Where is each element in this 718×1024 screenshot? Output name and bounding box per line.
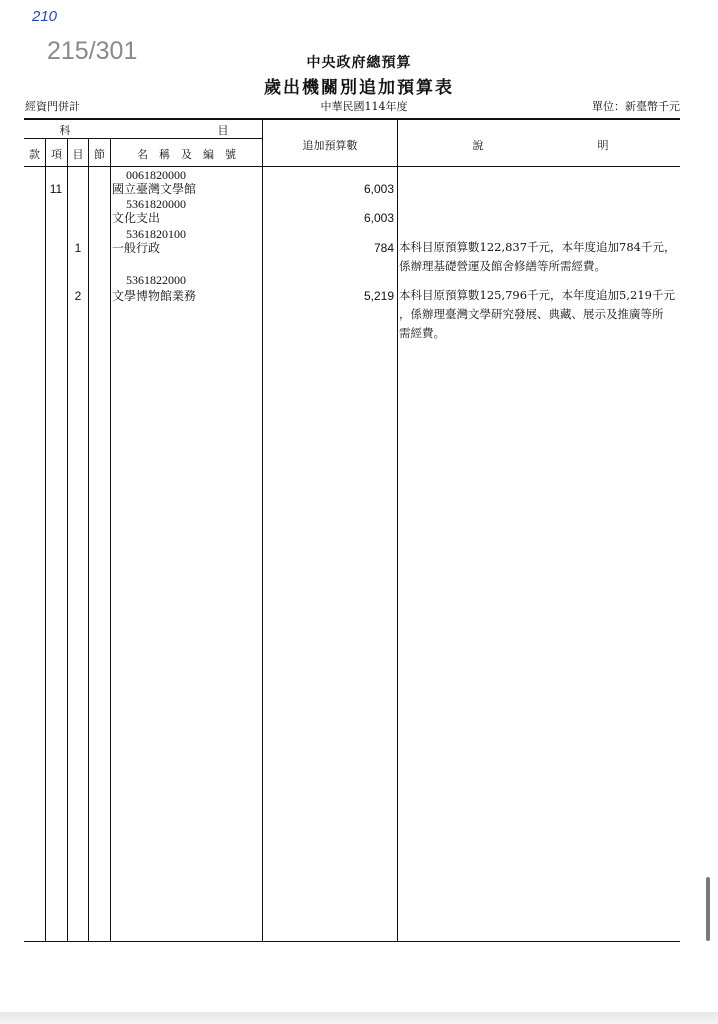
header-name: 名 稱 及 編 號 <box>137 148 236 161</box>
table-bottom-border <box>24 941 680 942</box>
budget-code: 0061820000 <box>126 168 186 182</box>
column-divider-name <box>262 119 263 942</box>
header-description-right: 明 <box>597 139 609 152</box>
mu-number: 1 <box>74 241 82 255</box>
column-divider-amount <box>397 119 398 942</box>
column-divider-xiang <box>67 138 68 942</box>
header-xiang: 項 <box>51 148 62 161</box>
description-line: 本科目原預算數125,796千元，本年度追加5,219千元 <box>399 288 675 302</box>
amount-value: 784 <box>373 241 394 255</box>
header-ke: 科 <box>59 124 71 137</box>
description-line: ，係辦理臺灣文學研究發展、典藏、展示及推廣等所 <box>399 307 664 321</box>
item-name: 文學博物館業務 <box>112 289 197 303</box>
header-description-left: 說 <box>472 139 484 152</box>
header-mu-top: 目 <box>217 124 229 137</box>
document-title: 中央政府總預算 <box>306 55 412 71</box>
header-amount: 追加預算數 <box>302 139 358 152</box>
fiscal-year-label: 中華民國114年度 <box>320 100 408 113</box>
column-divider-kuan <box>45 138 46 942</box>
budget-code: 5361822000 <box>126 273 186 287</box>
page-indicator: 215/301 <box>47 37 138 65</box>
page-edge <box>0 1012 718 1024</box>
item-name: 國立臺灣文學館 <box>112 182 197 196</box>
capital-current-label: 經資門併計 <box>25 100 80 113</box>
header-subject-divider <box>24 138 262 139</box>
header-bottom-border <box>24 166 680 167</box>
unit-label: 單位：新臺幣千元 <box>592 100 680 113</box>
column-divider-mu <box>88 138 89 942</box>
header-mu: 目 <box>72 148 84 161</box>
column-divider-jie <box>110 138 111 942</box>
description-line: 係辦理基礎營運及館舍修繕等所需經費。 <box>399 259 606 273</box>
amount-value: 6,003 <box>363 182 394 196</box>
header-jie: 節 <box>94 148 105 161</box>
mu-number: 2 <box>74 289 82 303</box>
vertical-scrollbar-thumb[interactable] <box>706 877 710 941</box>
budget-code: 5361820000 <box>126 197 186 211</box>
table-top-border <box>24 118 680 120</box>
item-name: 一般行政 <box>112 241 161 255</box>
description-line: 本科目原預算數122,837千元，本年度追加784千元， <box>399 240 676 254</box>
item-name: 文化支出 <box>112 211 161 225</box>
header-kuan: 款 <box>29 148 40 161</box>
handwritten-page-note: 210 <box>32 8 58 25</box>
budget-code: 5361820100 <box>126 227 186 241</box>
amount-value: 6,003 <box>363 211 394 225</box>
xiang-number: 11 <box>49 182 63 196</box>
amount-value: 5,219 <box>363 289 394 303</box>
document-subtitle: 歲出機關別追加預算表 <box>264 78 454 98</box>
description-line: 需經費。 <box>399 326 445 340</box>
